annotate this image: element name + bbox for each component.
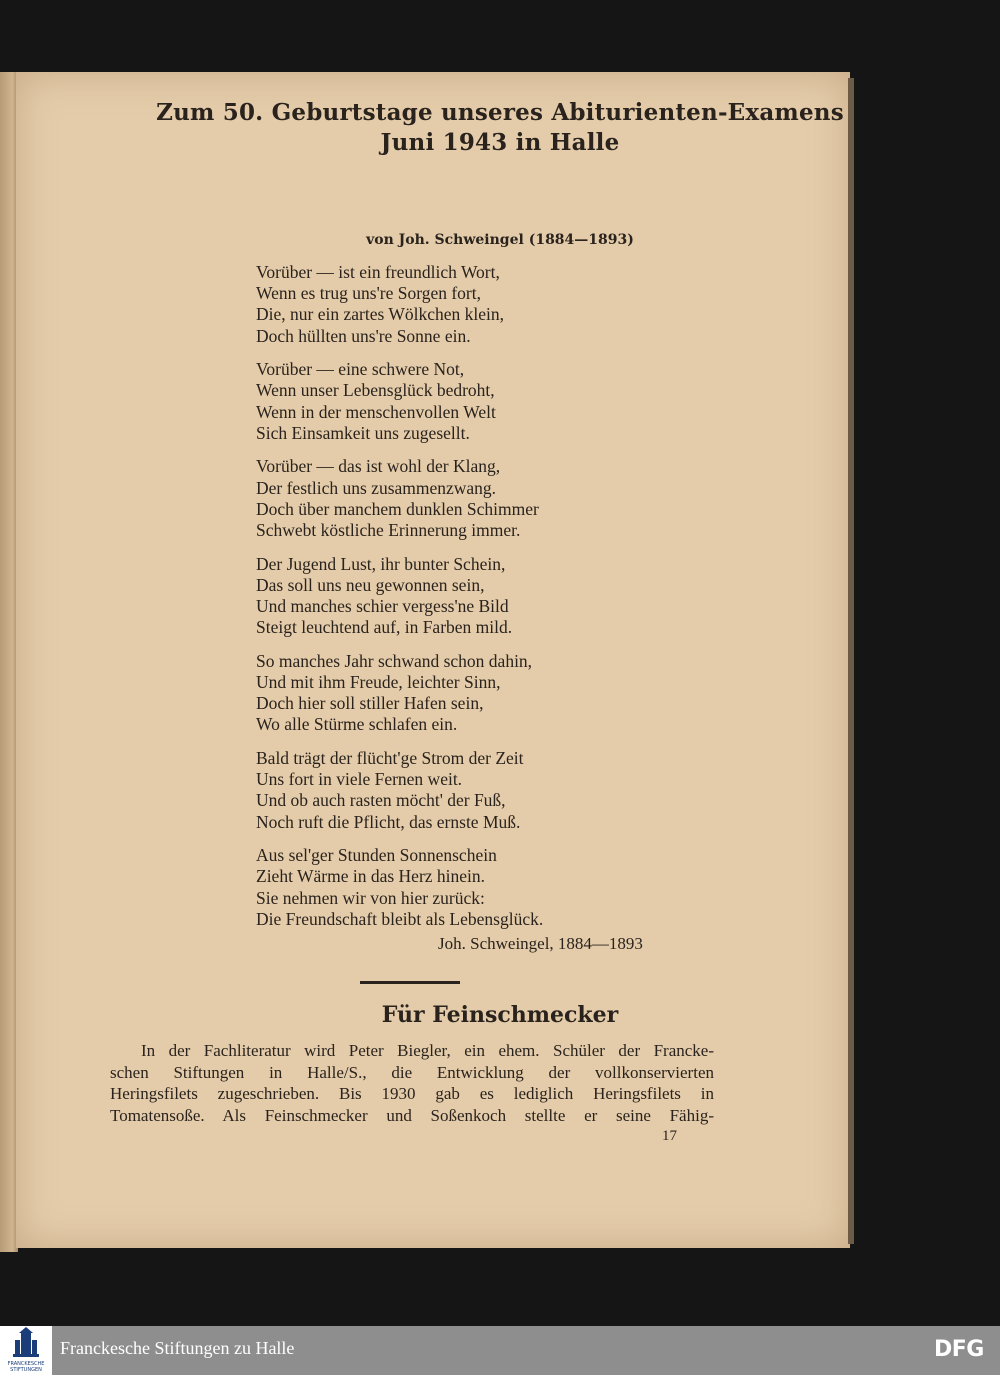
poem-line: Und mit ihm Freude, leichter Sinn, bbox=[256, 672, 501, 693]
poem-line: Zieht Wärme in das Herz hinein. bbox=[256, 866, 486, 887]
institution-name[interactable]: Franckesche Stiftungen zu Halle bbox=[60, 1338, 295, 1358]
poem-line: Die, nur ein zartes Wölkchen klein, bbox=[256, 304, 504, 325]
poem-line: Die Freundschaft bleibt als Lebensglück. bbox=[256, 908, 544, 929]
poem-line: Aus sel'ger Stunden Sonnenschein bbox=[256, 845, 497, 866]
poem-line: So manches Jahr schwand schon dahin, bbox=[256, 650, 533, 671]
viewer-footer bbox=[0, 1326, 1000, 1375]
poem-line: Vorüber — das ist wohl der Klang, bbox=[256, 456, 501, 477]
section-heading: Für Feinschmecker bbox=[381, 1002, 619, 1028]
poem-stanza bbox=[256, 748, 676, 833]
poem-line: Steigt leuchtend auf, in Farben mild. bbox=[256, 617, 513, 638]
poem-line: Schwebt köstliche Erinnerung immer. bbox=[256, 520, 521, 541]
building-icon bbox=[0, 1326, 52, 1360]
poem-line: Der Jugend Lust, ihr bunter Schein, bbox=[256, 553, 506, 574]
logo-text-line: FRANCKESCHE bbox=[7, 1361, 45, 1367]
prose-line: Tomatensoße. Als Feinschmecker und Soßenkoch stellte er seine Fähig- bbox=[110, 1105, 714, 1125]
dfg-logo[interactable]: DFG bbox=[934, 1337, 984, 1362]
poem-line: Uns fort in viele Fernen weit. bbox=[256, 769, 463, 790]
poem-line: Doch hier soll stiller Hafen sein, bbox=[256, 693, 484, 714]
poem-title bbox=[0, 98, 1000, 158]
poem-line: Noch ruft die Pflicht, das ernste Muß. bbox=[256, 811, 521, 832]
poem-stanza bbox=[256, 359, 676, 444]
poem-stanza bbox=[256, 554, 676, 639]
page-edge-shadow bbox=[848, 78, 854, 1244]
poem-line: Sich Einsamkeit uns zugesellt. bbox=[256, 422, 470, 443]
poem-line: Vorüber — ist ein freundlich Wort, bbox=[256, 262, 500, 282]
poem-line: Wenn es trug uns're Sorgen fort, bbox=[256, 283, 481, 304]
poem-line: Wenn unser Lebensglück bedroht, bbox=[256, 380, 495, 401]
section-divider bbox=[360, 981, 460, 984]
poem-line: Bald trägt der flücht'ge Strom der Zeit bbox=[256, 748, 524, 769]
poem-body bbox=[256, 262, 676, 942]
poem-stanza bbox=[256, 262, 676, 347]
poem-stanza bbox=[256, 845, 676, 930]
page-number: 17 bbox=[662, 1128, 677, 1144]
poem-byline: von Joh. Schweingel (1884—1893) bbox=[366, 232, 634, 248]
poem-line: Und manches schier vergess'ne Bild bbox=[256, 596, 509, 617]
title-line: Zum 50. Geburtstage unseres Abiturienten-Examens bbox=[156, 99, 844, 126]
poem-line: Und ob auch rasten möcht' der Fuß, bbox=[256, 790, 506, 811]
poem-line: Vorüber — eine schwere Not, bbox=[256, 359, 465, 380]
poem-line: Sie nehmen wir von hier zurück: bbox=[256, 887, 485, 908]
poem-line: Wo alle Stürme schlafen ein. bbox=[256, 714, 458, 735]
franckesche-stiftungen-logo[interactable] bbox=[0, 1326, 52, 1375]
poem-stanza bbox=[256, 456, 676, 541]
poem-line: Wenn in der menschenvollen Welt bbox=[256, 401, 496, 422]
poem-line: Der festlich uns zusammenzwang. bbox=[256, 477, 497, 498]
logo-text bbox=[2, 1361, 50, 1373]
title-line: Juni 1943 in Halle bbox=[380, 129, 620, 156]
section-text bbox=[110, 1040, 714, 1126]
poem-line: Doch hüllten uns're Sonne ein. bbox=[256, 325, 471, 346]
poem-line: Das soll uns neu gewonnen sein, bbox=[256, 574, 485, 595]
prose-line: Heringsfilets zugeschrieben. Bis 1930 gab es lediglich Heringsfilets in bbox=[110, 1084, 714, 1103]
prose-line: In der Fachliteratur wird Peter Biegler, ein ehem. Schüler der Francke- bbox=[141, 1041, 714, 1060]
poem-signature: Joh. Schweingel, 1884—1893 bbox=[438, 934, 643, 953]
poem-stanza bbox=[256, 651, 676, 736]
logo-text-line: STIFTUNGEN bbox=[10, 1367, 42, 1373]
poem-line: Doch über manchem dunklen Schimmer bbox=[256, 498, 539, 519]
prose-line: schen Stiftungen in Halle/S., die Entwicklung der vollkonservierten bbox=[110, 1062, 714, 1082]
